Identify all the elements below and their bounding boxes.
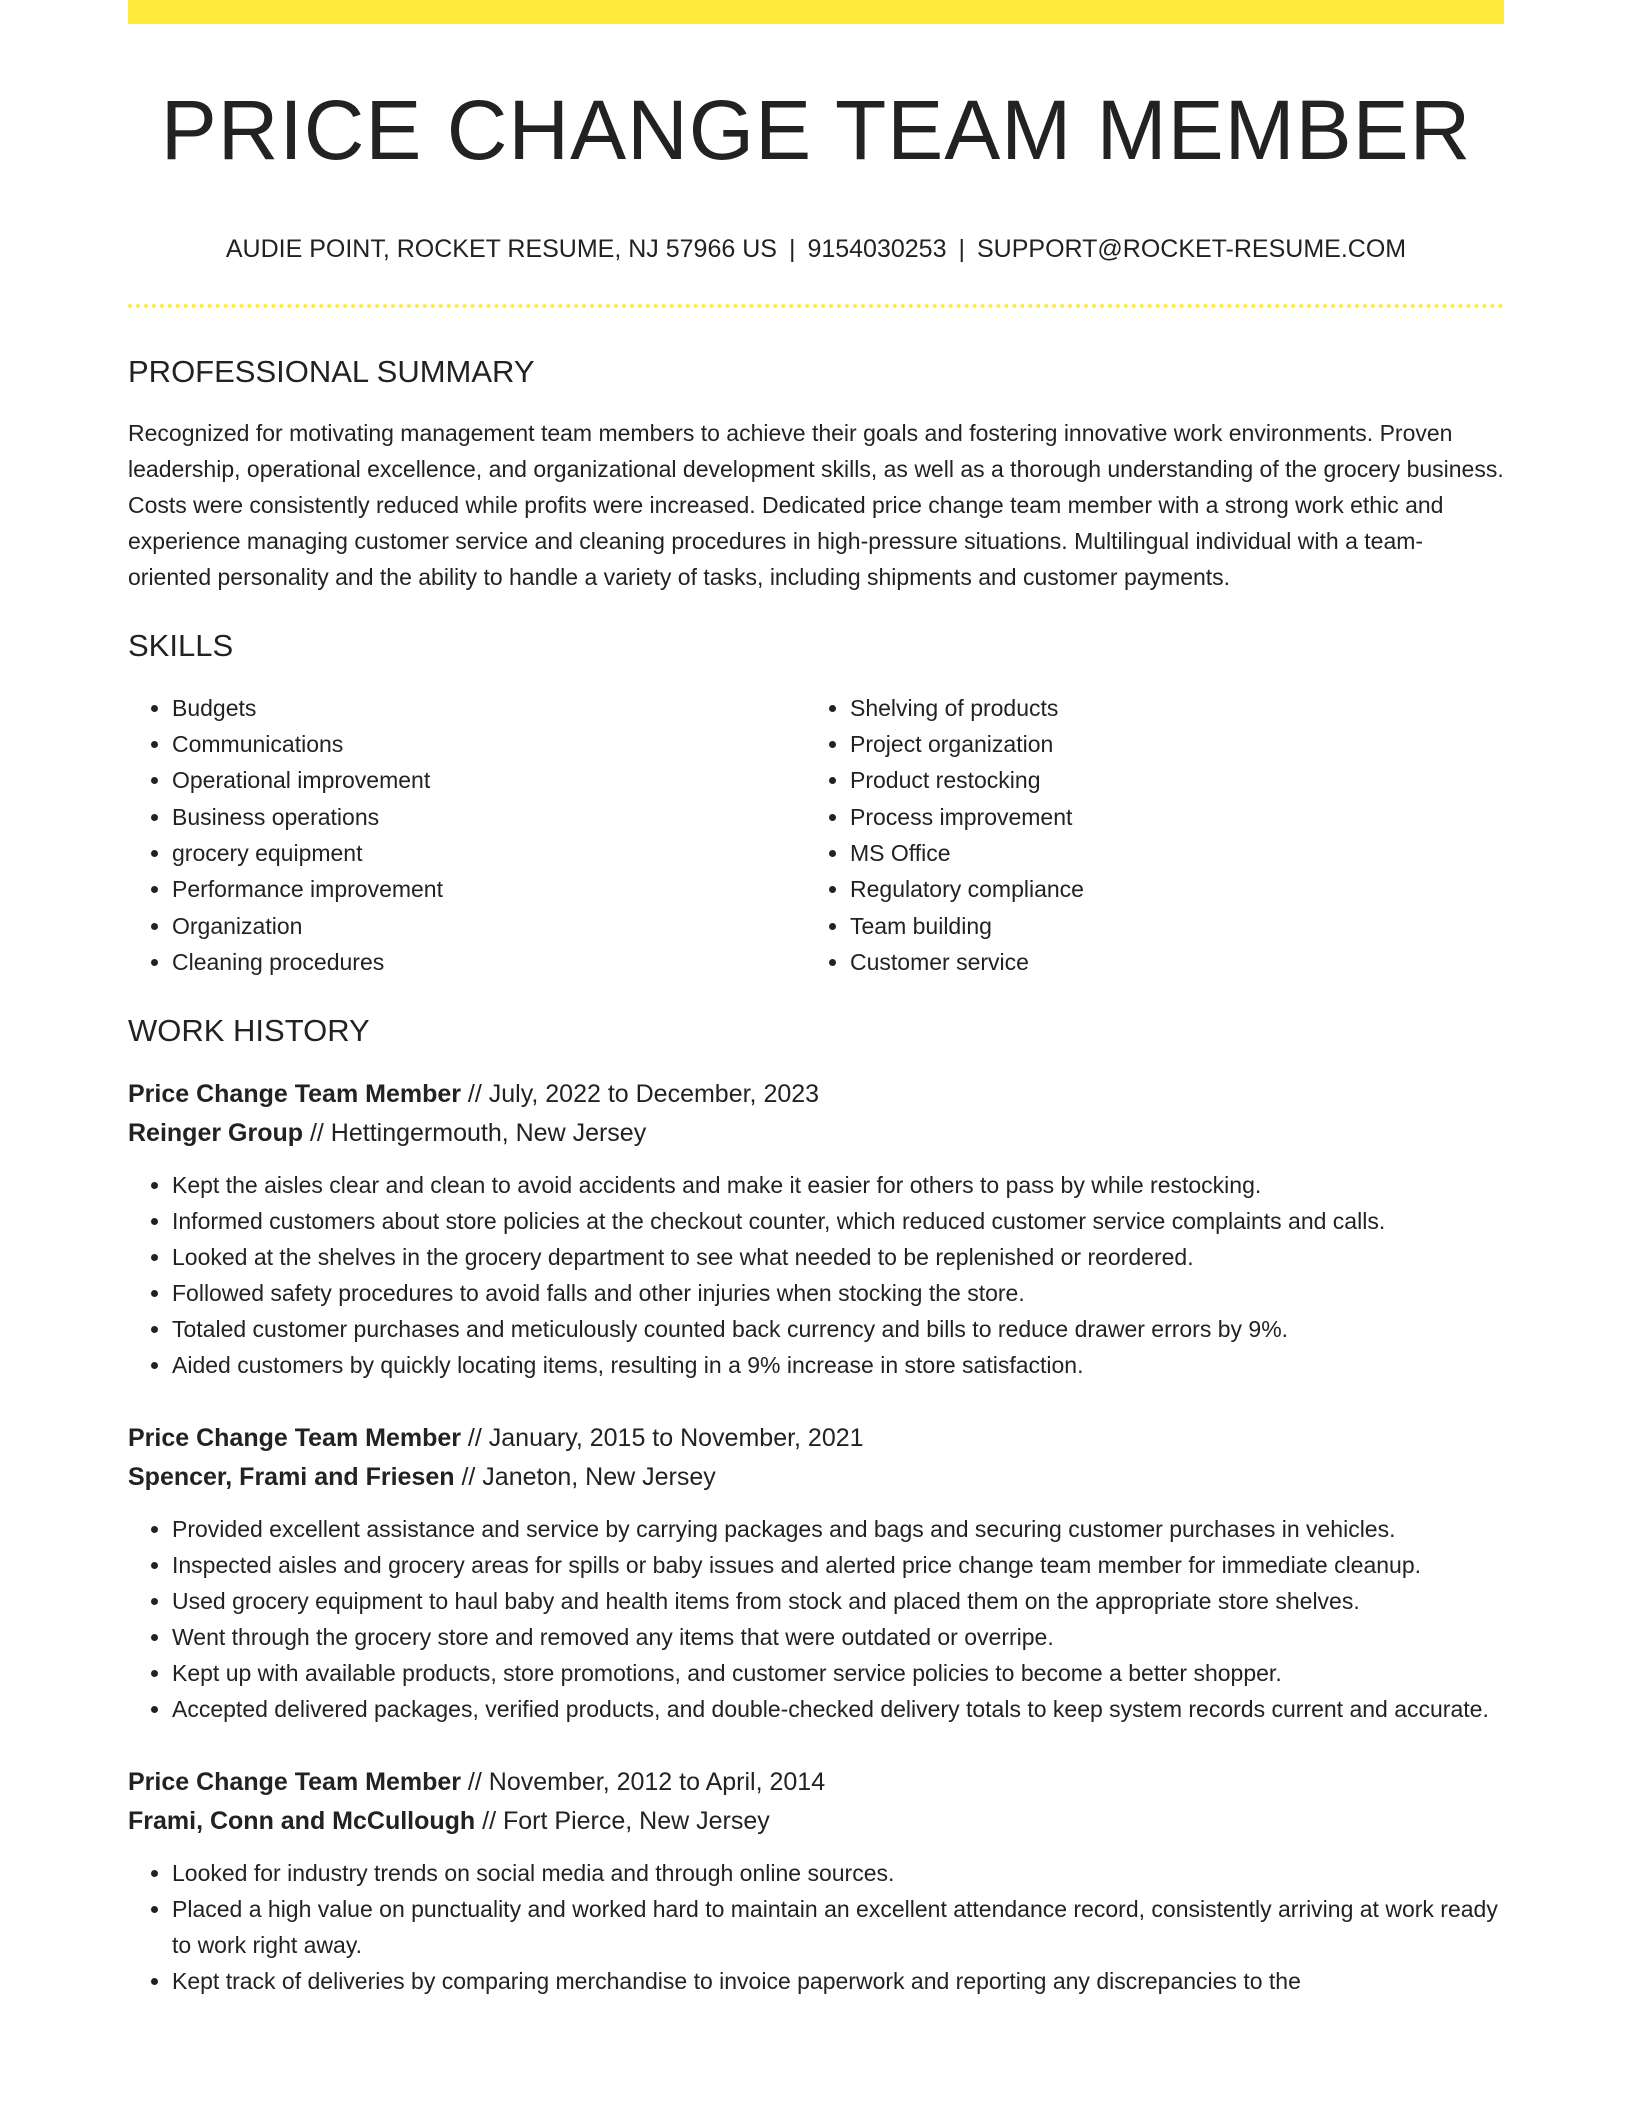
resume-page	[128, 0, 1504, 1999]
skill-item: • Shelving of products	[850, 690, 1484, 726]
skill-item: • Team building	[850, 908, 1484, 944]
job-company-line	[128, 1458, 1504, 1497]
job-dates: // November, 2012 to April, 2014	[460, 1768, 826, 1797]
job-company: Reinger Group	[128, 1119, 304, 1148]
skill-item: • Project organization	[850, 726, 1484, 762]
job-location: // Janeton, New Jersey	[454, 1463, 716, 1492]
skill-item: • Cleaning procedures	[172, 944, 806, 980]
job-bullet: • Used grocery equipment to haul baby and health items from stock and placed them on the appropriate store shelves.	[172, 1583, 1504, 1619]
job-bullet: • Went through the grocery store and removed any items that were outdated or overripe.	[172, 1619, 1504, 1655]
skill-item: • Regulatory compliance	[850, 871, 1484, 907]
skill-item: • Performance improvement	[172, 871, 806, 907]
contact-separator: |	[788, 235, 796, 264]
job-entry	[128, 1763, 1504, 1999]
job-bullets	[128, 1511, 1504, 1727]
job-bullet: • Placed a high value on punctuality and worked hard to maintain an excellent attendance record, consistently arriving at work ready to work right away.	[172, 1891, 1504, 1963]
job-bullet: • Kept the aisles clear and clean to avoid accidents and make it easier for others to pass by while restocking.	[172, 1167, 1504, 1203]
job-bullet: • Accepted delivered packages, verified products, and double-checked delivery totals to keep system records current and accurate.	[172, 1691, 1504, 1727]
job-location: // Hettingermouth, New Jersey	[303, 1119, 647, 1148]
skill-item: • Business operations	[172, 799, 806, 835]
job-entry	[128, 1419, 1504, 1727]
skills-column-right	[806, 690, 1484, 980]
skills-list	[128, 690, 1504, 980]
skill-item: • Product restocking	[850, 762, 1484, 798]
job-company-line	[128, 1802, 1504, 1841]
job-role-line	[128, 1419, 1504, 1458]
skill-item: • Operational improvement	[172, 762, 806, 798]
skill-item: • Organization	[172, 908, 806, 944]
job-bullet: • Totaled customer purchases and meticulously counted back currency and bills to reduce drawer errors by 9%.	[172, 1311, 1504, 1347]
phone: 9154030253	[807, 235, 947, 264]
resume-title: PRICE CHANGE TEAM MEMBER	[160, 83, 1472, 177]
section-title-work-history: WORK HISTORY	[128, 1013, 370, 1049]
section-title-skills: SKILLS	[128, 627, 234, 663]
skill-item: • MS Office	[850, 835, 1484, 871]
job-role-line	[128, 1763, 1504, 1802]
skill-item: • grocery equipment	[172, 835, 806, 871]
skill-item: • Budgets	[172, 690, 806, 726]
job-dates: // January, 2015 to November, 2021	[460, 1424, 864, 1453]
job-bullets	[128, 1167, 1504, 1383]
job-role: Price Change Team Member	[128, 1424, 461, 1453]
job-dates: // July, 2022 to December, 2023	[460, 1080, 820, 1109]
job-bullets	[128, 1855, 1504, 1999]
email: SUPPORT@ROCKET-RESUME.COM	[976, 235, 1407, 264]
skill-item: • Customer service	[850, 944, 1484, 980]
job-company: Frami, Conn and McCullough	[128, 1807, 476, 1836]
job-role-line	[128, 1075, 1504, 1114]
skills-column-left	[128, 690, 806, 980]
job-bullet: • Aided customers by quickly locating items, resulting in a 9% increase in store satisfaction.	[172, 1347, 1504, 1383]
job-role: Price Change Team Member	[128, 1768, 461, 1797]
job-bullet: • Followed safety procedures to avoid falls and other injuries when stocking the store.	[172, 1275, 1504, 1311]
job-bullet: • Provided excellent assistance and service by carrying packages and bags and securing customer purchases in vehicles.	[172, 1511, 1504, 1547]
contact-separator: |	[958, 235, 965, 264]
job-entry	[128, 1075, 1504, 1383]
job-bullet: • Kept up with available products, store promotions, and customer service policies to become a better shopper.	[172, 1655, 1504, 1691]
job-bullet: • Kept track of deliveries by comparing merchandise to invoice paperwork and reporting any discrepancies to the	[172, 1963, 1504, 1999]
section-title-summary: PROFESSIONAL SUMMARY	[128, 354, 535, 390]
job-bullet: • Looked at the shelves in the grocery department to see what needed to be replenished or reordered.	[172, 1239, 1504, 1275]
job-role: Price Change Team Member	[128, 1080, 461, 1109]
job-bullet: • Looked for industry trends on social media and through online sources.	[172, 1855, 1504, 1891]
job-company: Spencer, Frami and Friesen	[128, 1463, 455, 1492]
job-bullet: • Inspected aisles and grocery areas for spills or baby issues and alerted price change team member for immediate cleanup.	[172, 1547, 1504, 1583]
work-history-list	[128, 1075, 1504, 1999]
job-company-line	[128, 1114, 1504, 1153]
job-bullet: • Informed customers about store policies at the checkout counter, which reduced customer service complaints and calls.	[172, 1203, 1504, 1239]
job-location: // Fort Pierce, New Jersey	[475, 1807, 770, 1836]
contact-line	[128, 234, 1504, 264]
accent-bar	[128, 0, 1504, 24]
summary-paragraph: Recognized for motivating management team members to achieve their goals and fostering innovative work environments. Proven leadership, operational excellence, and organizational development skills, as well as a thorough understanding of the grocery business. Costs were consistently reduced while profits were increased. Dedicated price change team member with a strong work ethic and experience managing customer service and cleaning procedures in high-pressure situations. Multilingual individual with a team-oriented personality and the ability to handle a variety of tasks, including shipments and customer payments.	[128, 419, 1504, 590]
skill-item: • Communications	[172, 726, 806, 762]
dotted-divider	[128, 304, 1504, 308]
address: AUDIE POINT, ROCKET RESUME, NJ 57966 US	[225, 235, 777, 264]
skill-item: • Process improvement	[850, 799, 1484, 835]
